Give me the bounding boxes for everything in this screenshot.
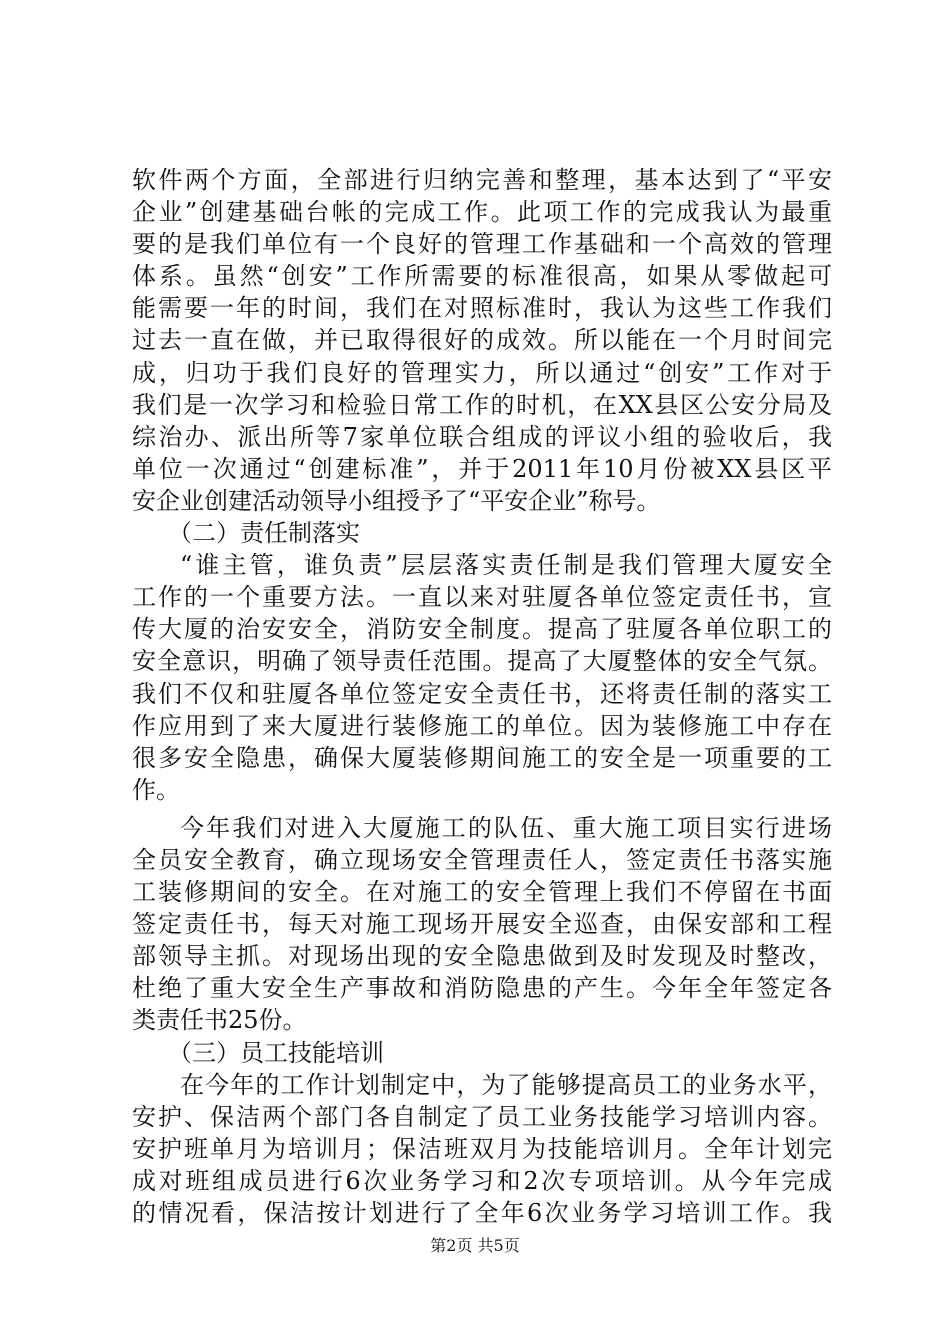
text-line: 企业”创建基础台帐的完成工作。此项工作的完成我认为最重 (132, 198, 832, 227)
section-heading-training: （三）员工技能培训 (168, 1038, 384, 1067)
text-line: 的情况看，保洁按计划进行了全年6次业务学习培训工作。我 (132, 1199, 832, 1227)
text-line: 安企业创建活动领导小组授予了“平安企业”称号。 (132, 486, 661, 515)
text-line: 过去一直在做，并已取得很好的成效。所以能在一个月时间完 (132, 326, 832, 355)
text-line: 在今年的工作计划制定中，为了能够提高员工的业务水平， (180, 1070, 832, 1099)
text-line: 安全意识，明确了领导责任范围。提高了大厦整体的安全气氛。 (132, 647, 832, 676)
page-number-footer: 第2页 共5页 (430, 1236, 520, 1255)
document-body (132, 164, 832, 1229)
text-line: 单位一次通过“创建标准”，并于2011年10月份被XX县区平 (132, 454, 832, 483)
text-line: 签定责任书，每天对施工现场开展安全巡查，由保安部和工程 (132, 910, 832, 939)
text-line: 今年我们对进入大厦施工的队伍、重大施工项目实行进场 (180, 813, 832, 842)
text-line: 安护班单月为培训月；保洁班双月为技能培训月。全年计划完 (132, 1134, 832, 1163)
text-line: 综治办、派出所等7家单位联合组成的评议小组的验收后，我 (132, 422, 832, 451)
section-heading-responsibility: （二）责任制落实 (168, 519, 360, 548)
text-line: 成，归功于我们良好的管理实力，所以通过“创安”工作对于 (132, 358, 832, 387)
paragraph-4 (132, 1069, 832, 1229)
text-line: 传大厦的治安安全，消防安全制度。提高了驻厦各单位职工的 (132, 615, 832, 644)
paragraph-3 (132, 812, 832, 1037)
text-line: 软件两个方面，全部进行归纳完善和整理，基本达到了“平安 (132, 166, 832, 194)
paragraph-1 (132, 164, 832, 517)
text-line: 杜绝了重大安全生产事故和消防隐患的产生。今年全年签定各 (132, 974, 832, 1003)
text-line: 能需要一年的时间，我们在对照标准时，我认为这些工作我们 (132, 294, 832, 323)
text-line: 我们不仅和驻厦各单位签定安全责任书，还将责任制的落实工 (132, 679, 832, 708)
text-line: 成对班组成员进行6次业务学习和2次专项培训。从今年完成 (132, 1166, 832, 1195)
text-line: 要的是我们单位有一个良好的管理工作基础和一个高效的管理 (132, 230, 832, 259)
text-line: 很多安全隐患，确保大厦装修期间施工的安全是一项重要的工 (132, 743, 832, 772)
text-line: 全员安全教育，确立现场安全管理责任人，签定责任书落实施 (132, 845, 832, 874)
text-line: “谁主管，谁负责”层层落实责任制是我们管理大厦安全 (180, 551, 832, 580)
text-line: 安护、保洁两个部门各自制定了员工业务技能学习培训内容。 (132, 1102, 832, 1131)
text-line: 作。 (132, 775, 180, 804)
text-line: 作应用到了来大厦进行装修施工的单位。因为装修施工中存在 (132, 711, 832, 740)
text-line: 类责任书25份。 (132, 1006, 307, 1035)
text-line: 体系。虽然“创安”工作所需要的标准很高，如果从零做起可 (132, 262, 832, 291)
text-line: 我们是一次学习和检验日常工作的时机，在XX县区公安分局及 (132, 390, 832, 419)
text-line: 工作的一个重要方法。一直以来对驻厦各单位签定责任书，宣 (132, 583, 832, 612)
text-line: 工装修期间的安全。在对施工的安全管理上我们不停留在书面 (132, 878, 832, 907)
paragraph-2 (132, 549, 832, 806)
text-line: 部领导主抓。对现场出现的安全隐患做到及时发现及时整改， (132, 942, 832, 971)
